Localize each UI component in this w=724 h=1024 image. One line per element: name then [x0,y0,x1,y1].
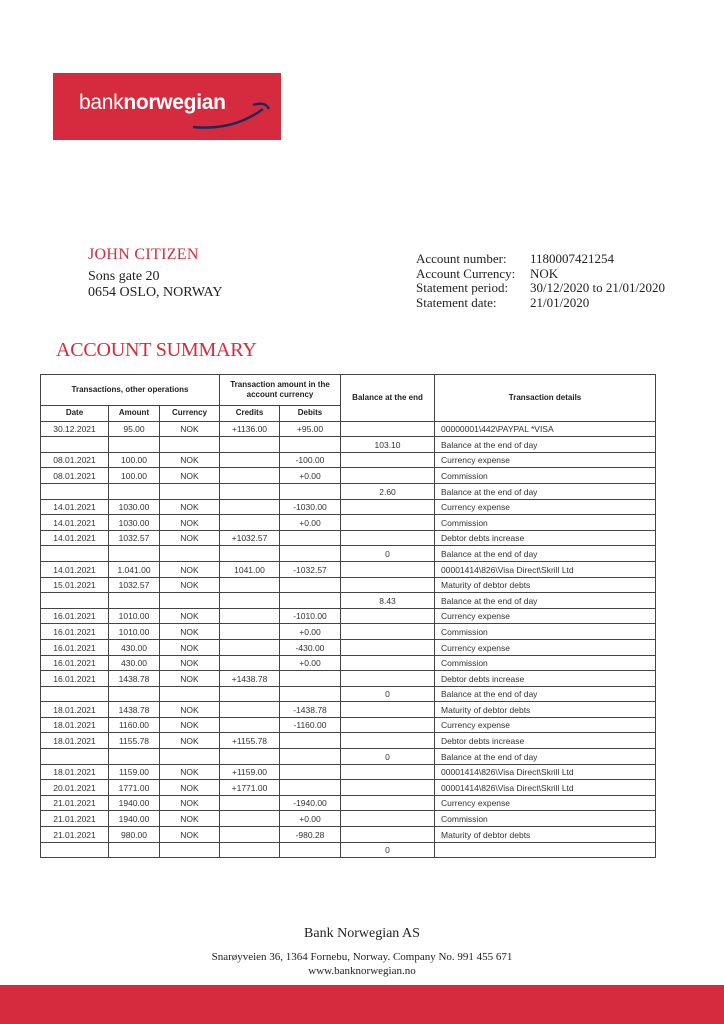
cell-details: Balance at the end of day [435,483,656,499]
header-credits: Credits [220,406,280,422]
cell-debits: -1940.00 [280,795,341,811]
cell-date [41,593,109,609]
cell-date: 18.01.2021 [41,717,109,733]
account-summary-title: ACCOUNT SUMMARY [56,339,257,361]
cell-date: 08.01.2021 [41,452,109,468]
cell-balance [341,702,435,718]
cell-currency: NOK [160,811,220,827]
cell-credits: +1155.78 [220,733,280,749]
cell-currency: NOK [160,499,220,515]
table-row [41,827,656,843]
cell-balance [341,764,435,780]
cell-credits [220,608,280,624]
cell-currency: NOK [160,702,220,718]
cell-details: Balance at the end of day [435,546,656,562]
cell-amount: 1155.78 [109,733,160,749]
cell-currency [160,593,220,609]
cell-debits [280,780,341,796]
cell-amount: 1438.78 [109,671,160,687]
footer-address: Snarøyveien 36, 1364 Fornebu, Norway. Company No. 991 455 671 [211,951,513,963]
cell-details: 00001414\826\Visa Direct\Skrill Ltd [435,764,656,780]
cell-balance [341,795,435,811]
cell-details: Currency expense [435,499,656,515]
account-currency: NOK [530,265,559,281]
cell-balance [341,717,435,733]
cell-balance [341,561,435,577]
table-row [41,764,656,780]
cell-debits [280,437,341,453]
cell-date: 14.01.2021 [41,515,109,531]
cell-balance [341,780,435,796]
cell-debits [280,749,341,765]
table-row [41,593,656,609]
customer-name: JOHN CITIZEN [88,246,199,263]
cell-date: 16.01.2021 [41,639,109,655]
cell-amount: 980.00 [109,827,160,843]
cell-amount: 1438.78 [109,702,160,718]
statement-date: 21/01/2020 [530,294,590,310]
cell-credits [220,468,280,484]
cell-currency: NOK [160,530,220,546]
footer-company-name: Bank Norwegian AS [304,926,420,941]
table-row [41,468,656,484]
logo-wordmark: banknorwegian [79,91,226,114]
cell-details: Currency expense [435,717,656,733]
cell-details: Commission [435,811,656,827]
cell-debits [280,577,341,593]
cell-details: 00001414\826\Visa Direct\Skrill Ltd [435,561,656,577]
cell-currency [160,749,220,765]
cell-balance: 0 [341,546,435,562]
cell-amount [109,437,160,453]
cell-debits: +0.00 [280,655,341,671]
cell-balance: 8.43 [341,593,435,609]
cell-credits: +1159.00 [220,764,280,780]
cell-date: 14.01.2021 [41,530,109,546]
account-number-label: Account number: [416,251,507,266]
cell-amount: 1.041.00 [109,561,160,577]
cell-details: 00001414\826\Visa Direct\Skrill Ltd [435,780,656,796]
cell-currency: NOK [160,780,220,796]
cell-details: 00000001\442\PAYPAL *VISA [435,421,656,437]
cell-date: 16.01.2021 [41,624,109,640]
cell-debits: -980.28 [280,827,341,843]
cell-balance [341,608,435,624]
table-row [41,795,656,811]
cell-date: 16.01.2021 [41,608,109,624]
cell-currency: NOK [160,561,220,577]
cell-date: 18.01.2021 [41,764,109,780]
cell-balance [341,733,435,749]
table-row [41,483,656,499]
group-header-transactions: Transactions, other operations [41,375,220,406]
cell-debits: -100.00 [280,452,341,468]
group-header-amount: Transaction amount in the account currency [220,375,341,406]
cell-currency: NOK [160,795,220,811]
cell-currency: NOK [160,577,220,593]
cell-credits [220,452,280,468]
cell-date [41,483,109,499]
cell-amount: 100.00 [109,452,160,468]
cell-balance: 0 [341,842,435,858]
cell-amount: 1032.57 [109,530,160,546]
table-row [41,577,656,593]
cell-balance [341,468,435,484]
table-row [41,733,656,749]
cell-details: Commission [435,624,656,640]
cell-debits: -1010.00 [280,608,341,624]
account-number: 1180007421254 [530,251,615,266]
cell-credits: +1136.00 [220,421,280,437]
cell-debits [280,593,341,609]
cell-credits: +1032.57 [220,530,280,546]
cell-debits [280,546,341,562]
footer-bar [0,985,724,1024]
cell-currency: NOK [160,515,220,531]
cell-balance [341,639,435,655]
cell-amount: 95.00 [109,421,160,437]
cell-currency [160,483,220,499]
cell-date: 16.01.2021 [41,655,109,671]
cell-debits: -1030.00 [280,499,341,515]
cell-date: 14.01.2021 [41,561,109,577]
statement-period-label: Statement period: [416,280,509,296]
cell-date: 18.01.2021 [41,733,109,749]
cell-date [41,546,109,562]
cell-balance [341,577,435,593]
cell-date: 08.01.2021 [41,468,109,484]
cell-balance [341,530,435,546]
cell-credits [220,483,280,499]
cell-date [41,437,109,453]
cell-details: Maturity of debtor debts [435,827,656,843]
cell-amount: 1940.00 [109,795,160,811]
cell-debits: -430.00 [280,639,341,655]
cell-date [41,686,109,702]
cell-date: 16.01.2021 [41,671,109,687]
cell-balance [341,421,435,437]
cell-amount: 1010.00 [109,624,160,640]
cell-details: Debtor debts increase [435,671,656,687]
cell-details: Commission [435,655,656,671]
cell-balance: 2.60 [341,483,435,499]
statement-period: 30/12/2020 to 21/01/2020 [530,280,666,296]
cell-balance [341,499,435,515]
cell-balance [341,827,435,843]
header-debits: Debits [280,406,341,422]
cell-debits: +95.00 [280,421,341,437]
cell-balance [341,671,435,687]
cell-details: Balance at the end of day [435,686,656,702]
cell-currency: NOK [160,827,220,843]
cell-balance [341,655,435,671]
cell-amount [109,686,160,702]
table-row [41,655,656,671]
cell-currency: NOK [160,733,220,749]
table-row [41,437,656,453]
cell-debits [280,671,341,687]
cell-amount: 1160.00 [109,717,160,733]
cell-details: Commission [435,468,656,484]
cell-currency: NOK [160,717,220,733]
table-row [41,624,656,640]
cell-credits [220,749,280,765]
cell-debits: -1438.78 [280,702,341,718]
table-row [41,546,656,562]
header-balance: Balance at the end [341,375,435,422]
cell-currency: NOK [160,624,220,640]
cell-date: 15.01.2021 [41,577,109,593]
cell-debits [280,483,341,499]
header-date: Date [41,406,109,422]
header-currency: Currency [160,406,220,422]
cell-amount: 1032.57 [109,577,160,593]
bank-logo [53,73,281,140]
cell-credits [220,827,280,843]
cell-details: Debtor debts increase [435,733,656,749]
cell-amount [109,483,160,499]
statement-date-label: Statement date: [416,294,497,310]
cell-debits [280,530,341,546]
cell-details: Balance at the end of day [435,593,656,609]
cell-date: 21.01.2021 [41,827,109,843]
cell-credits [220,842,280,858]
cell-currency: NOK [160,468,220,484]
cell-amount [109,593,160,609]
table-row [41,499,656,515]
header-amount: Amount [109,406,160,422]
cell-details: Currency expense [435,639,656,655]
cell-amount: 1030.00 [109,515,160,531]
cell-balance [341,452,435,468]
footer-website: www.banknorwegian.no [308,965,416,977]
cell-amount: 430.00 [109,655,160,671]
cell-currency: NOK [160,671,220,687]
cell-credits: +1438.78 [220,671,280,687]
cell-debits: +0.00 [280,468,341,484]
cell-credits [220,686,280,702]
cell-credits [220,717,280,733]
table-row [41,749,656,765]
cell-date: 20.01.2021 [41,780,109,796]
account-currency-label: Account Currency: [416,265,516,281]
cell-debits [280,686,341,702]
cell-currency: NOK [160,421,220,437]
cell-credits [220,639,280,655]
cell-credits [220,655,280,671]
cell-date: 18.01.2021 [41,702,109,718]
cell-details: Commission [435,515,656,531]
header-details: Transaction details [435,375,656,422]
cell-amount: 1159.00 [109,764,160,780]
cell-details [435,842,656,858]
table-row [41,608,656,624]
table-row [41,686,656,702]
cell-currency: NOK [160,655,220,671]
cell-currency: NOK [160,764,220,780]
cell-currency: NOK [160,608,220,624]
cell-debits: +0.00 [280,515,341,531]
cell-balance [341,624,435,640]
cell-currency [160,686,220,702]
cell-credits [220,795,280,811]
cell-date: 21.01.2021 [41,811,109,827]
cell-currency [160,437,220,453]
cell-details: Balance at the end of day [435,749,656,765]
cell-currency: NOK [160,452,220,468]
cell-amount: 1771.00 [109,780,160,796]
table-row [41,561,656,577]
cell-amount: 1010.00 [109,608,160,624]
cell-credits [220,624,280,640]
cell-balance: 103.10 [341,437,435,453]
cell-details: Currency expense [435,452,656,468]
cell-amount [109,842,160,858]
cell-credits [220,499,280,515]
logo-swoosh-icon [183,97,273,133]
cell-debits: +0.00 [280,811,341,827]
cell-balance: 0 [341,686,435,702]
customer-city: 0654 OSLO, NORWAY [88,285,223,300]
cell-amount: 1940.00 [109,811,160,827]
transactions-table [40,374,656,858]
cell-balance [341,811,435,827]
cell-debits [280,842,341,858]
cell-credits [220,437,280,453]
cell-date: 30.12.2021 [41,421,109,437]
cell-details: Currency expense [435,608,656,624]
table-row [41,717,656,733]
cell-debits: +0.00 [280,624,341,640]
table-row [41,671,656,687]
table-row [41,842,656,858]
cell-credits [220,515,280,531]
table-row [41,811,656,827]
cell-debits [280,733,341,749]
cell-debits [280,764,341,780]
cell-amount [109,546,160,562]
cell-currency [160,842,220,858]
cell-debits: -1160.00 [280,717,341,733]
cell-credits [220,811,280,827]
table-row [41,452,656,468]
cell-date [41,842,109,858]
table-row [41,515,656,531]
account-info [416,252,665,310]
cell-credits: 1041.00 [220,561,280,577]
cell-date [41,749,109,765]
cell-credits [220,546,280,562]
cell-currency [160,546,220,562]
cell-amount: 100.00 [109,468,160,484]
table-row [41,530,656,546]
cell-details: Currency expense [435,795,656,811]
cell-credits [220,702,280,718]
table-row [41,639,656,655]
cell-balance: 0 [341,749,435,765]
table-row [41,421,656,437]
cell-details: Maturity of debtor debts [435,702,656,718]
cell-credits: +1771.00 [220,780,280,796]
cell-currency: NOK [160,639,220,655]
table-row [41,780,656,796]
cell-debits: -1032.57 [280,561,341,577]
cell-credits [220,577,280,593]
customer-street: Sons gate 20 [88,269,160,284]
cell-details: Debtor debts increase [435,530,656,546]
cell-details: Maturity of debtor debts [435,577,656,593]
cell-credits [220,593,280,609]
cell-amount [109,749,160,765]
table-row [41,702,656,718]
cell-amount: 430.00 [109,639,160,655]
cell-details: Balance at the end of day [435,437,656,453]
cell-balance [341,515,435,531]
cell-amount: 1030.00 [109,499,160,515]
cell-date: 21.01.2021 [41,795,109,811]
cell-date: 14.01.2021 [41,499,109,515]
